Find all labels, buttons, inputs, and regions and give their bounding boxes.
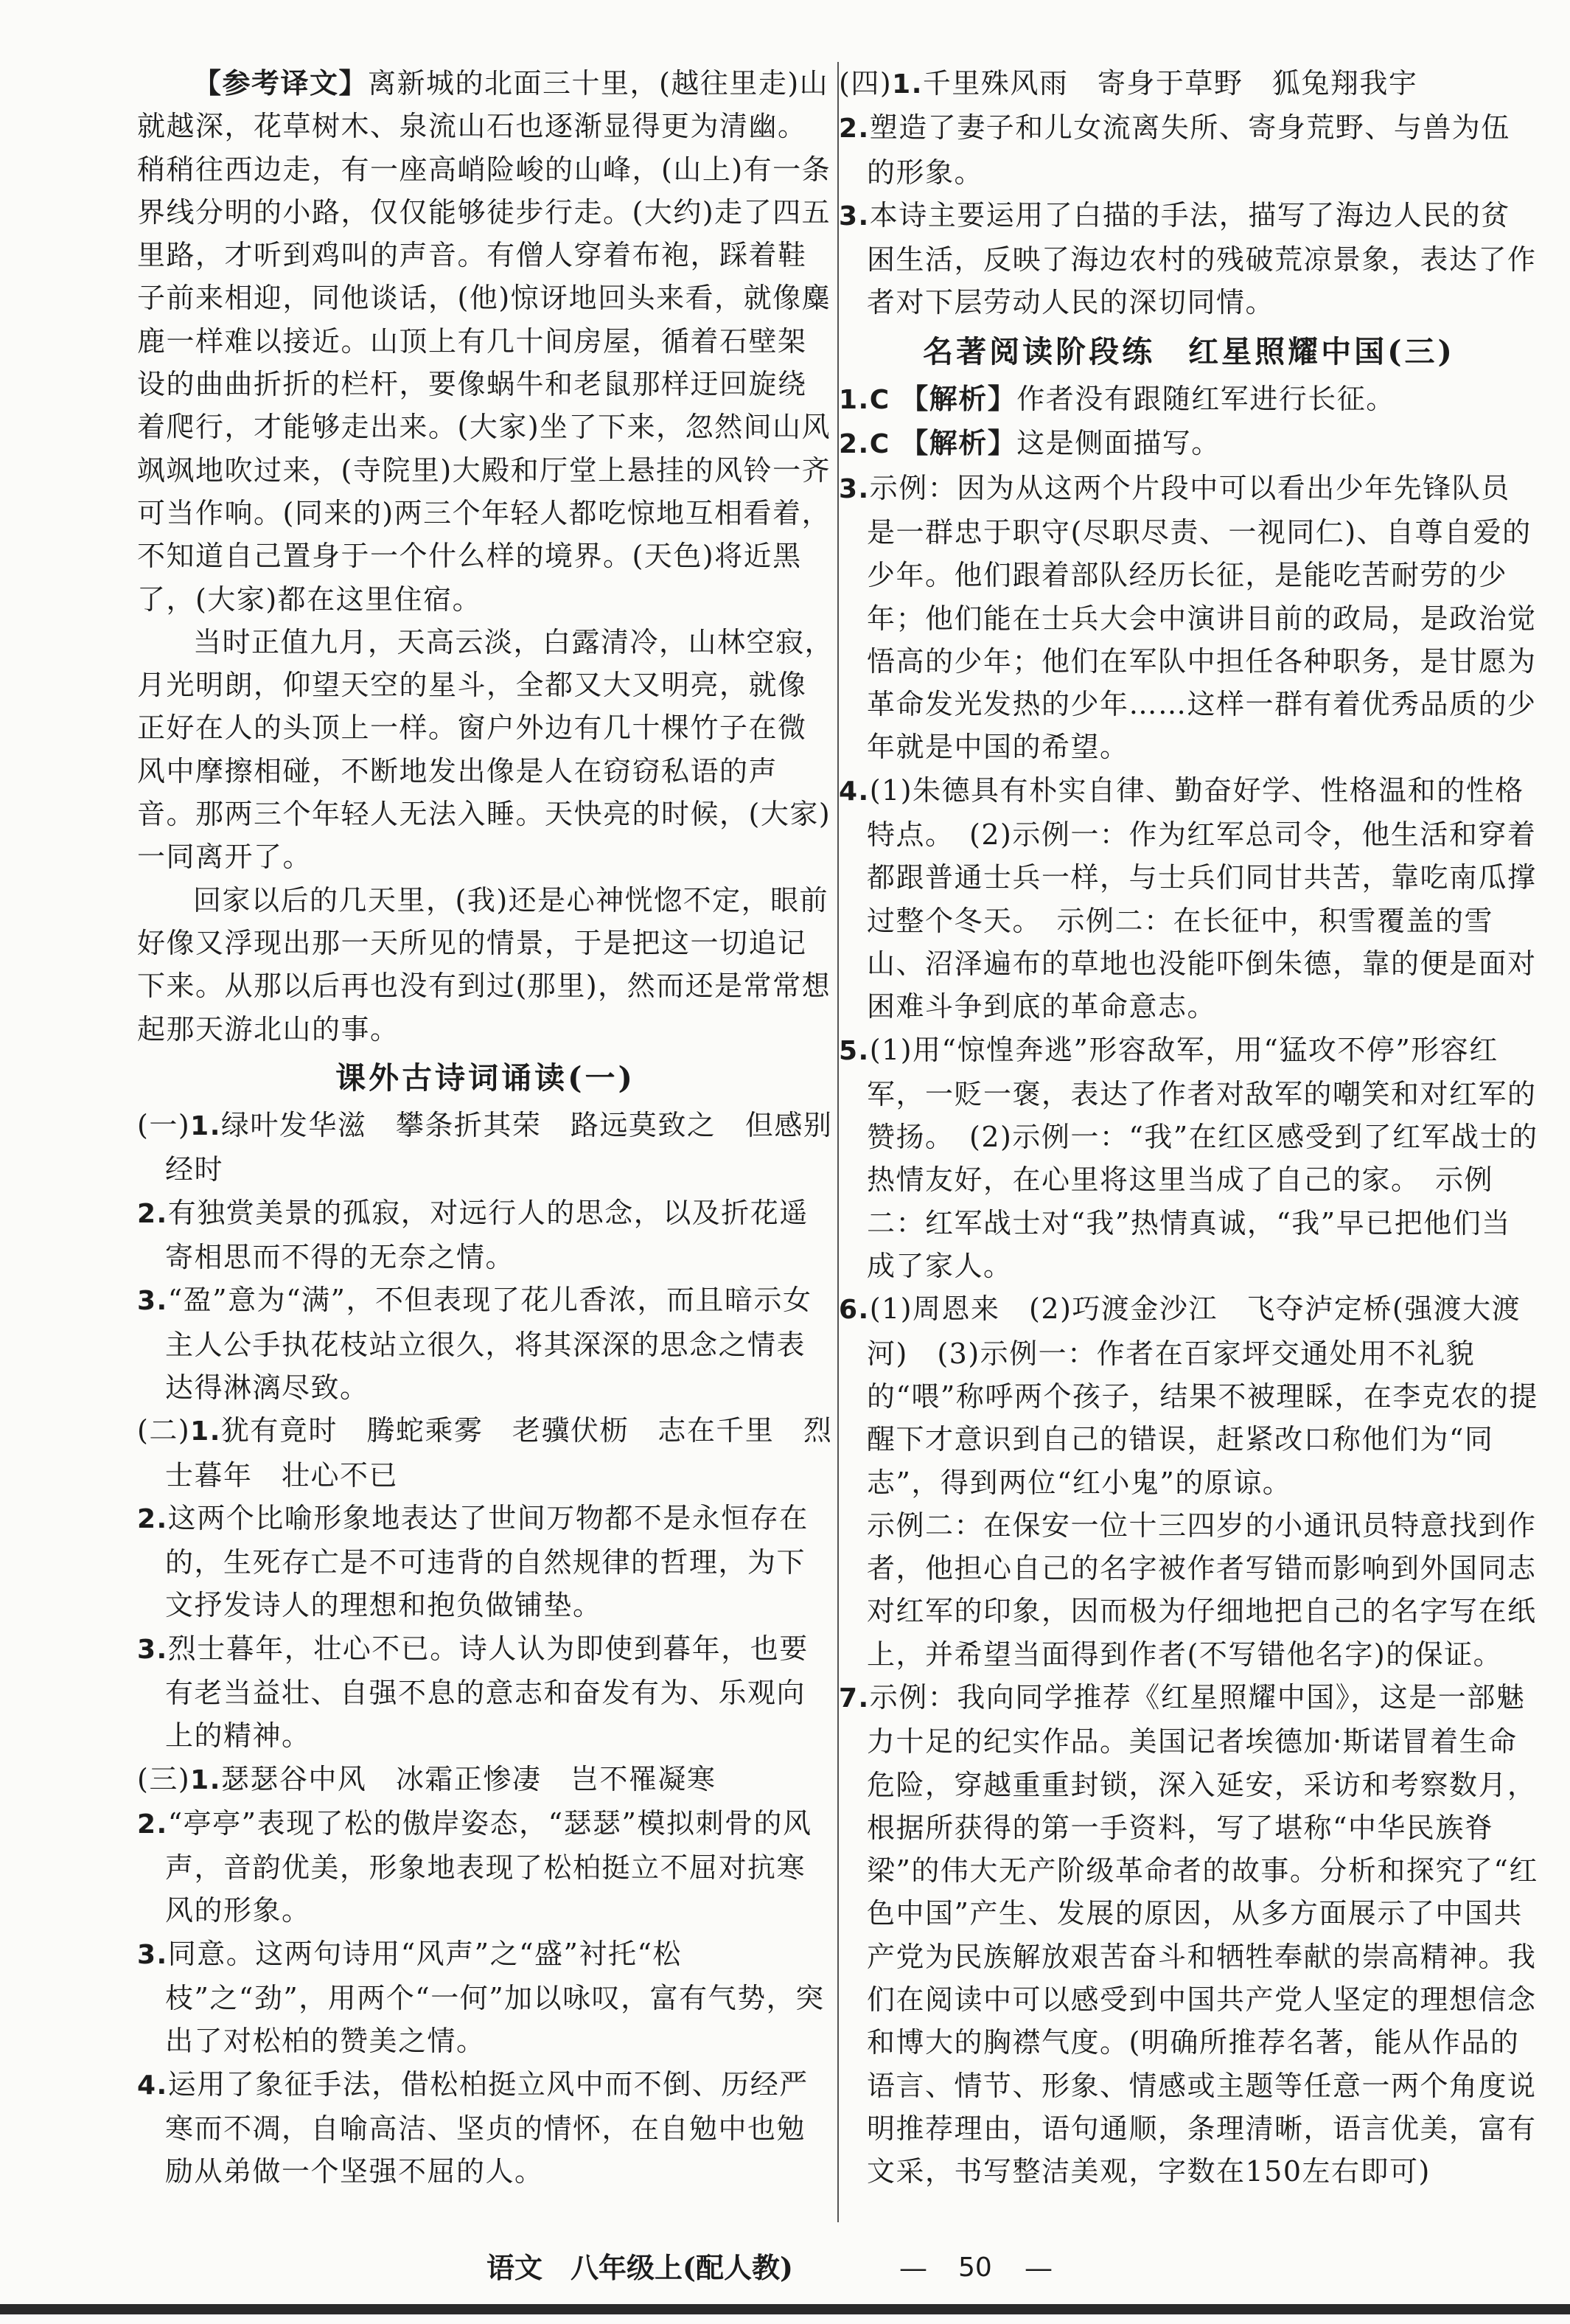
page-footer bbox=[486, 2246, 1076, 2290]
poetry-answer-list bbox=[137, 1104, 834, 2193]
analysis-tag: 【解析】 bbox=[900, 382, 1017, 416]
choice-answer: C bbox=[869, 385, 890, 416]
answer-item bbox=[839, 1504, 1539, 1676]
answer-item bbox=[839, 194, 1539, 324]
answer-text: 塑造了妻子和儿女流离失所、寄身荒野、与兽为伍的形象。 bbox=[867, 111, 1510, 189]
group-marker: (四) bbox=[839, 67, 893, 100]
item-number: 3. bbox=[137, 1286, 168, 1317]
item-number: 7. bbox=[839, 1683, 870, 1714]
answer-text: 烈士暮年，壮心不已。诗人认为即使到暮年，也要有老当益壮、自强不息的意志和奋发有为、乐观向上的精神。 bbox=[165, 1632, 809, 1753]
answer-item bbox=[839, 1676, 1539, 2193]
item-number: 2. bbox=[137, 1198, 168, 1229]
item-number: 4. bbox=[137, 2070, 168, 2101]
answer-text: 示例：因为从这两个片段中可以看出少年先锋队员是一群忠于职守(尽职尽责、一视同仁)、自尊自爱的少年。他们跟着部队经历长征，是能吃苦耐劳的少年；他们能在士兵大会中演讲目前的政局，是政治觉悟高的少年；他们在军队中担任各种职务，是甘愿为革命发光发热的少年……这样一群有着优秀品质的少年就是中国的希望。 bbox=[867, 471, 1537, 764]
answer-text: 瑟瑟谷中风 冰霜正惨凄 岂不罹凝寒 bbox=[220, 1762, 716, 1795]
answer-item bbox=[839, 769, 1539, 1029]
item-number: 3. bbox=[839, 201, 870, 232]
answer-item bbox=[137, 1104, 834, 1191]
item-number: 6. bbox=[839, 1295, 870, 1326]
answer-text: 绿叶发华滋 攀条折其荣 路远莫致之 但感别经时 bbox=[165, 1109, 833, 1186]
answer-item bbox=[137, 1932, 834, 2063]
item-number: 4. bbox=[839, 776, 870, 807]
answer-item bbox=[839, 62, 1539, 106]
item-number: 1. bbox=[892, 69, 923, 100]
right-column bbox=[839, 62, 1539, 2193]
reference-translation-label: 【参考译文】 bbox=[193, 66, 369, 100]
answer-item bbox=[839, 1029, 1539, 1288]
bottom-rule bbox=[0, 2304, 1570, 2314]
answer-text: (1)周恩来 (2)巧渡金沙江 飞夺泸定桥(强渡大渡河) (3)示例一：作者在百家坪交通处用不礼貌的“喂”称呼两个孩子，结果不被理睬，在李克农的提醒下才意识到自己的错误，赶紧改口称他们为“同志”，得到两位“红小鬼”的原谅。 bbox=[867, 1293, 1538, 1499]
translation-paragraph-2: 当时正值九月，天高云淡，白露清冷，山林空寂，月光明朗，仰望天空的星斗，全都又大又明亮，就像正好在人的头顶上一样。窗户外边有几十棵竹子在微风中摩擦相碰，不断地发出像是人在窃窃私语的声音。那两三个年轻人无法入睡。天快亮的时候，(大家)一同离开了。 bbox=[137, 625, 834, 874]
poetry-answer-list-4 bbox=[839, 62, 1539, 324]
group-marker: (二) bbox=[137, 1414, 191, 1447]
item-number: 3. bbox=[137, 1634, 168, 1665]
answer-item bbox=[839, 106, 1539, 194]
answer-item bbox=[839, 378, 1539, 422]
answer-text: 示例二：在保安一位十三四岁的小通讯员特意找到作者，他担心自己的名字被作者写错而影响到外国同志对红军的印象，因而极为仔细地把自己的名字写在纸上，并希望当面得到作者(不写错他名字)的保证。 bbox=[867, 1509, 1537, 1671]
translation-paragraph-3: 回家以后的几天里，(我)还是心神恍惚不定，眼前好像又浮现出那一天所见的情景，于是把这一切追记下来。从那以后再也没有到过(那里)，然而还是常常想起那天游北山的事。 bbox=[137, 883, 831, 1046]
answer-item bbox=[137, 1497, 834, 1627]
translation-text-1: 离新城的北面三十里，(越往里走)山就越深，花草树木、泉流山石也逐渐显得更为清幽。稍稍往西边走，有一座高峭险峻的山峰，(山上)有一条界线分明的小路，仅仅能够徒步行走。(大约)走了四五里路，才听到鸡叫的声音。有僧人穿着布袍，踩着鞋子前来相迎，同他谈话，(他)惊讶地回头来看，就像麋鹿一样难以接近。山顶上有几十间房屋，循着石壁架设的曲曲折折的栏杆，要像蜗牛和老鼠那样迂回旋绕着爬行，才能够走出来。(大家)坐了下来，忽然间山风飒飒地吹过来，(寺院里)大殿和厅堂上悬挂的风铃一齐可当作响。(同来的)两三个年轻人都吃惊地互相看着，不知道自己置身于一个什么样的境界。(天色)将近黑了，(大家)都在这里住宿。 bbox=[137, 67, 831, 616]
choice-answer: C bbox=[869, 429, 890, 460]
item-number: 1. bbox=[190, 1416, 221, 1447]
answer-text: 本诗主要运用了白描的手法，描写了海边人民的贫困生活，反映了海边农村的残破荒凉景象，表达了作者对下层劳动人民的深切同情。 bbox=[867, 198, 1537, 319]
footer-dash-right: — bbox=[1025, 2252, 1053, 2284]
answer-text: 运用了象征手法，借松柏挺立风中而不倒、历经严寒而不凋，自喻高洁、坚贞的情怀，在自勉中也勉励从弟做一个坚强不屈的人。 bbox=[165, 2067, 809, 2188]
answer-text: 有独赏美景的孤寂，对远行人的思念，以及折花遥寄相思而不得的无奈之情。 bbox=[165, 1196, 809, 1274]
translation-paragraph-1 bbox=[137, 62, 834, 621]
item-number: 2. bbox=[137, 1809, 168, 1840]
item-number: 2. bbox=[839, 114, 870, 145]
answer-item bbox=[137, 1802, 834, 1932]
item-number: 1. bbox=[190, 1111, 221, 1142]
answer-text: 同意。这两句诗用“风声”之“盛”衬托“松枝”之“劲”，用两个“一何”加以咏叹，富有气势，突出了对松柏的赞美之情。 bbox=[165, 1937, 825, 2058]
answer-item bbox=[137, 2063, 834, 2193]
footer-dash-left: — bbox=[899, 2252, 927, 2284]
answer-item bbox=[839, 422, 1539, 466]
answer-item bbox=[839, 1287, 1539, 1503]
answer-text: 作者没有跟随红军进行长征。 bbox=[1016, 383, 1395, 416]
page-number: 50 bbox=[958, 2252, 992, 2283]
answer-text: (1)朱德具有朴实自律、勤奋好学、性格温和的性格特点。 (2)示例一：作为红军总司令，他生活和穿着都跟普通士兵一样，与士兵们同甘共苦，靠吃南瓜撑过整个冬天。 示例二：在长征中，积雪覆盖的雪山、沼泽遍布的草地也没能吓倒朱德，靠的便是面对困难斗争到底的革命意志。 bbox=[867, 773, 1537, 1023]
answer-text: 这两个比喻形象地表达了世间万物都不是永恒存在的，生死存亡是不可违背的自然规律的哲理，为下文抒发诗人的理想和抱负做铺垫。 bbox=[165, 1501, 809, 1622]
answer-text: 这是侧面描写。 bbox=[1016, 427, 1221, 460]
answer-item bbox=[839, 467, 1539, 769]
answer-text: (1)用“惊惶奔逃”形容敌军，用“猛攻不停”形容红军，一贬一褒，表达了作者对敌军的嘲笑和对红军的赞扬。 (2)示例一：“我”在红区感受到了红军战士的热情友好，在心里将这里当成了自己的家。 示例二：红军战士对“我”热情真诚，“我”早已把他们当成了家人。 bbox=[867, 1033, 1538, 1283]
left-column bbox=[137, 62, 834, 2193]
footer-subject: 语文 八年级上(配人教) bbox=[486, 2251, 793, 2284]
answer-text: 千里殊风雨 寄身于草野 狐兔翔我宇 bbox=[922, 67, 1418, 100]
section-title-poetry: 课外古诗词诵读(一) bbox=[335, 1060, 635, 1096]
answer-item bbox=[137, 1191, 834, 1279]
answer-item bbox=[137, 1758, 834, 1802]
analysis-tag: 【解析】 bbox=[900, 426, 1017, 460]
item-number: 1. bbox=[839, 385, 870, 416]
group-marker: (三) bbox=[137, 1762, 191, 1795]
answer-text: 犹有竟时 腾蛇乘雾 老骥伏枥 志在千里 烈士暮年 壮心不已 bbox=[165, 1414, 833, 1492]
item-number: 5. bbox=[839, 1035, 870, 1066]
reading-answer-list bbox=[839, 378, 1539, 2193]
item-number: 3. bbox=[137, 1939, 168, 1970]
group-marker: (一) bbox=[137, 1109, 191, 1142]
answer-item bbox=[137, 1627, 834, 1758]
section-title-reading: 名著阅读阶段练 红星照耀中国(三) bbox=[923, 333, 1455, 369]
item-number: 1. bbox=[190, 1764, 221, 1795]
item-number: 2. bbox=[137, 1503, 168, 1534]
answer-item bbox=[137, 1409, 834, 1497]
item-number: 3. bbox=[839, 473, 870, 504]
answer-item bbox=[137, 1278, 834, 1409]
answer-text: 示例：我向同学推荐《红星照耀中国》，这是一部魅力十足的纪实作品。美国记者埃德加·斯诺冒着生命危险，穿越重重封锁，深入延安，采访和考察数月，根据所获得的第一手资料，写了堪称“中华民族脊梁”的伟大无产阶级革命者的故事。分析和探究了“红色中国”产生、发展的原因，从多方面展示了中国共产党为民族解放艰苦奋斗和牺牲奉献的崇高精神。我们在阅读中可以感受到中国共产党人坚定的理想信念和博大的胸襟气度。(明确所推荐名著，能从作品的语言、情节、形象、情感或主题等任意一两个角度说明推荐理由，语句通顺，条理清晰，语言优美，富有文采，书写整洁美观，字数在150左右即可) bbox=[867, 1680, 1538, 2188]
item-number: 2. bbox=[839, 429, 870, 460]
answer-text: “盈”意为“满”，不但表现了花儿香浓，而且暗示女主人公手执花枝站立很久，将其深深的思念之情表达得淋漓尽致。 bbox=[165, 1284, 812, 1404]
answer-text: “亭亭”表现了松的傲岸姿态，“瑟瑟”模拟刺骨的风声，音韵优美，形象地表现了松柏挺立不屈对抗寒风的形象。 bbox=[165, 1806, 812, 1927]
